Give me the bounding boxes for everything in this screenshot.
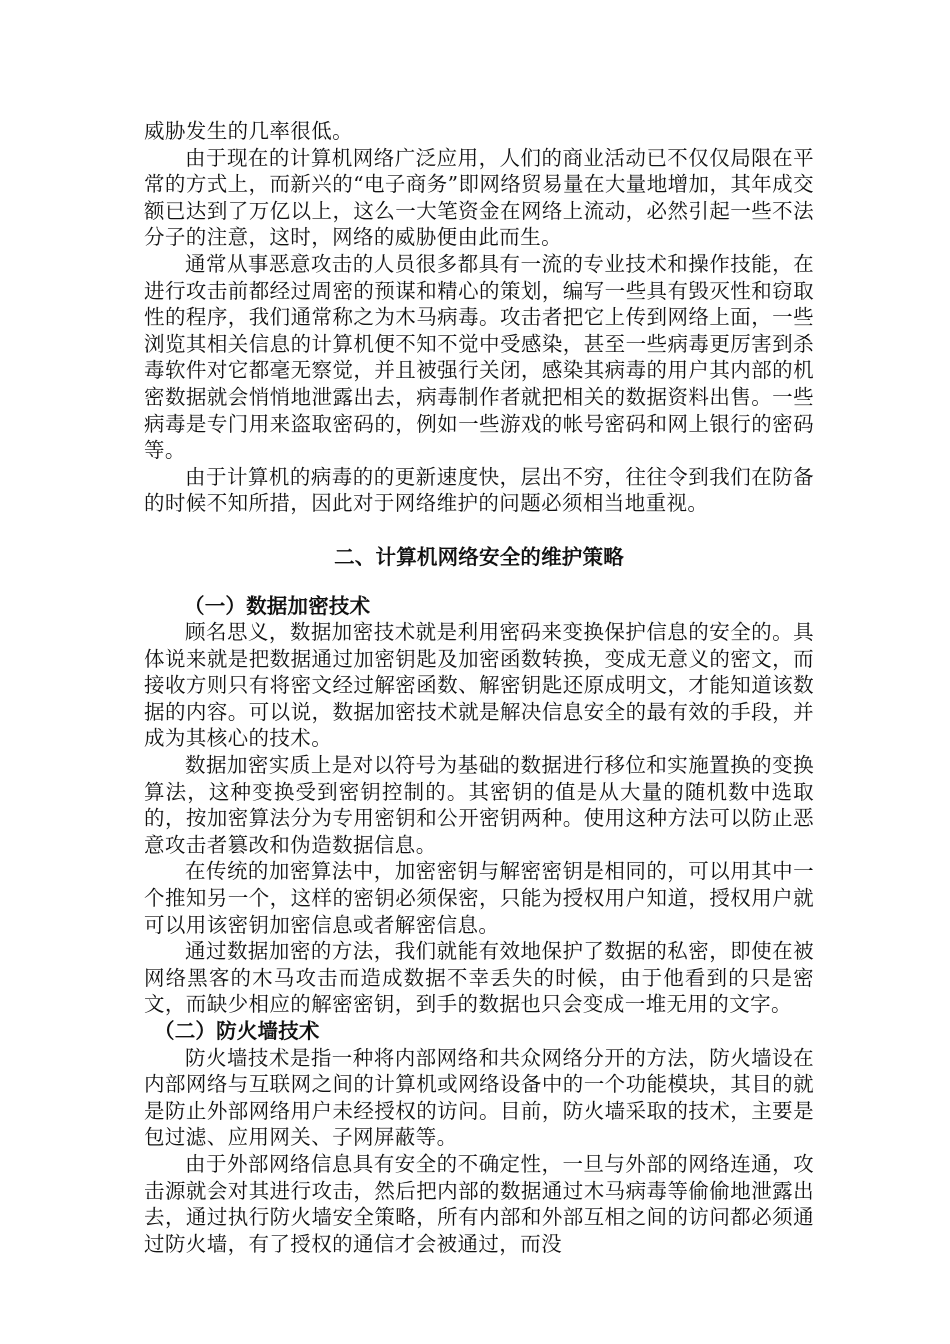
paragraph: 由于现在的计算机网络广泛应用，人们的商业活动已不仅仅局限在平常的方式上，而新兴的“电子商务”即网络贸易量在大量地增加，其年成交额已达到了万亿以上，这么一大笔资金在网络上流动，必然引起一些不法分子的注意，这时，网络的威胁便由此而生。 xyxy=(144,145,814,250)
paragraph: 威胁发生的几率很低。 xyxy=(144,119,353,143)
subsection-heading-firewall: （二）防火墙技术 xyxy=(154,1019,320,1043)
paragraph: 由于外部网络信息具有安全的不确定性，一旦与外部的网络连通，攻击源就会对其进行攻击，然后把内部的数据通过木马病毒等偷偷地泄露出去，通过执行防火墙安全策略，所有内部和外部互相之间的访问都必须通过防火墙，有了授权的通信才会被通过，而没 xyxy=(144,1151,814,1256)
section-title: 二、计算机网络安全的维护策略 xyxy=(334,544,624,569)
document-page xyxy=(144,118,814,1257)
paragraph: 在传统的加密算法中，加密密钥与解密密钥是相同的，可以用其中一个推知另一个，这样的密钥必须保密，只能为授权用户知道，授权用户就可以用该密钥加密信息或者解密信息。 xyxy=(144,859,814,937)
subsection-heading-encryption: （一）数据加密技术 xyxy=(184,593,371,618)
paragraph: 顾名思义，数据加密技术就是利用密码来变换保护信息的安全的。具体说来就是把数据通过加密钥匙及加密函数转换，变成无意义的密文，而接收方则只有将密文经过解密函数、解密钥匙还原成明文，才能知道该数据的内容。可以说，数据加密技术就是解决信息安全的最有效的手段，并成为其核心的技术。 xyxy=(144,620,814,751)
paragraph: 数据加密实质上是对以符号为基础的数据进行移位和实施置换的变换算法，这种变换受到密钥控制的。其密钥的值是从大量的随机数中选取的，按加密算法分为专用密钥和公开密钥两种。使用这种方法可以防止恶意攻击者篡改和伪造数据信息。 xyxy=(144,753,814,857)
paragraph: 通常从事恶意攻击的人员很多都具有一流的专业技术和操作技能，在进行攻击前都经过周密的预谋和精心的策划，编写一些具有毁灭性和窃取性的程序，我们通常称之为木马病毒。攻击者把它上传到网络上面，一些浏览其相关信息的计算机便不知不觉中受感染，甚至一些病毒更厉害到杀毒软件对它都毫无察觉，并且被强行关闭，感染其病毒的用户其内部的机密数据就会悄悄地泄露出去，病毒制作者就把相关的数据资料出售。一些病毒是专门用来盗取密码的，例如一些游戏的帐号密码和网上银行的密码等。 xyxy=(144,251,814,463)
paragraph: 通过数据加密的方法，我们就能有效地保护了数据的私密，即使在被网络黑客的木马攻击而造成数据不幸丢失的时候，由于他看到的只是密文，而缺少相应的解密密钥，到手的数据也只会变成一堆无用的文字。 xyxy=(144,939,814,1017)
paragraph: 防火墙技术是指一种将内部网络和共众网络分开的方法，防火墙设在内部网络与互联网之间的计算机或网络设备中的一个功能模块，其目的就是防止外部网络用户未经授权的访问。目前，防火墙采取的技术，主要是包过滤、应用网关、子网屏蔽等。 xyxy=(144,1045,814,1150)
paragraph: 由于计算机的病毒的的更新速度快，层出不穷，往往令到我们在防备的时候不知所措，因此对于网络维护的问题必须相当地重视。 xyxy=(144,464,814,516)
